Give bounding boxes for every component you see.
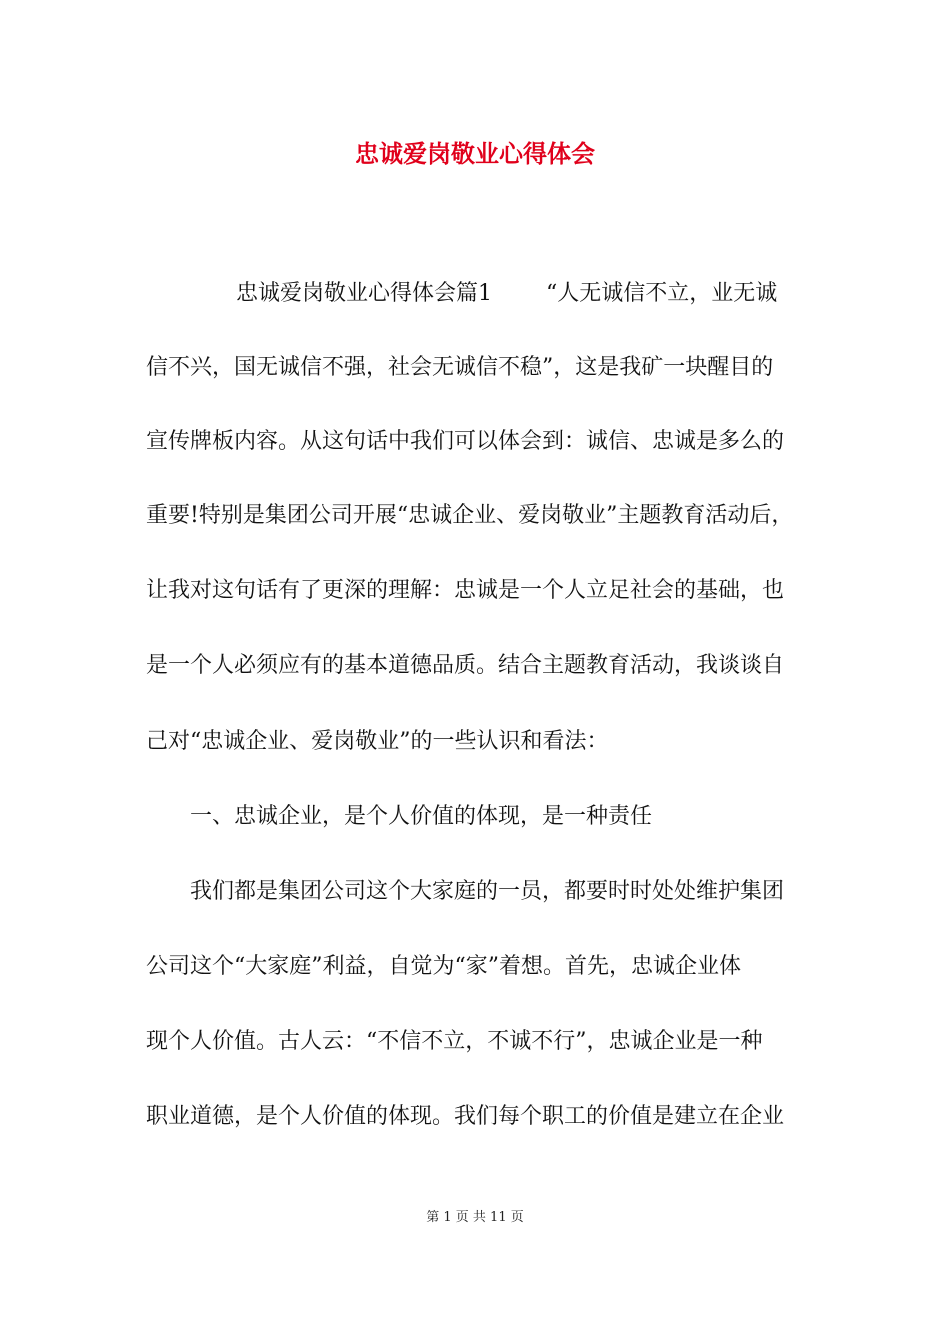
body-line-4: 重要!特别是集团公司开展“忠诚企业、爱岗敬业”主题教育活动后，	[146, 503, 794, 528]
page-footer: 第 1 页 共 11 页	[426, 1210, 524, 1225]
body-line-1	[236, 279, 777, 309]
body-line-1-heading: 忠诚爱岗敬业心得体会篇1	[236, 281, 492, 306]
body-line-12: 职业道德，是个人价值的体现。我们每个职工的价值是建立在企业	[146, 1104, 785, 1129]
body-line-1-quote: “人无诚信不立，业无诚	[546, 281, 778, 306]
body-line-7: 己对“忠诚企业、爱岗敬业”的一些认识和看法：	[146, 729, 609, 754]
body-line-2: 信不兴，国无诚信不强，社会无诚信不稳”，这是我矿一块醒目的	[146, 355, 774, 380]
section-heading-1: 一、忠诚企业，是个人价值的体现，是一种责任	[190, 804, 653, 829]
body-line-11: 现个人价值。古人云：“不信不立，不诚不行”，忠诚企业是一种	[146, 1029, 763, 1054]
body-line-3: 宣传牌板内容。从这句话中我们可以体会到：诚信、忠诚是多么的	[146, 429, 785, 454]
body-line-10: 公司这个“大家庭”利益，自觉为“家”着想。首先，忠诚企业体	[146, 954, 741, 979]
body-line-5: 让我对这句话有了更深的理解：忠诚是一个人立足社会的基础，也	[146, 578, 785, 603]
body-line-6: 是一个人必须应有的基本道德品质。结合主题教育活动，我谈谈自	[146, 653, 785, 678]
body-line-9: 我们都是集团公司这个大家庭的一员，都要时时处处维护集团	[190, 879, 785, 904]
document-title: 忠诚爱岗敬业心得体会	[355, 139, 595, 168]
